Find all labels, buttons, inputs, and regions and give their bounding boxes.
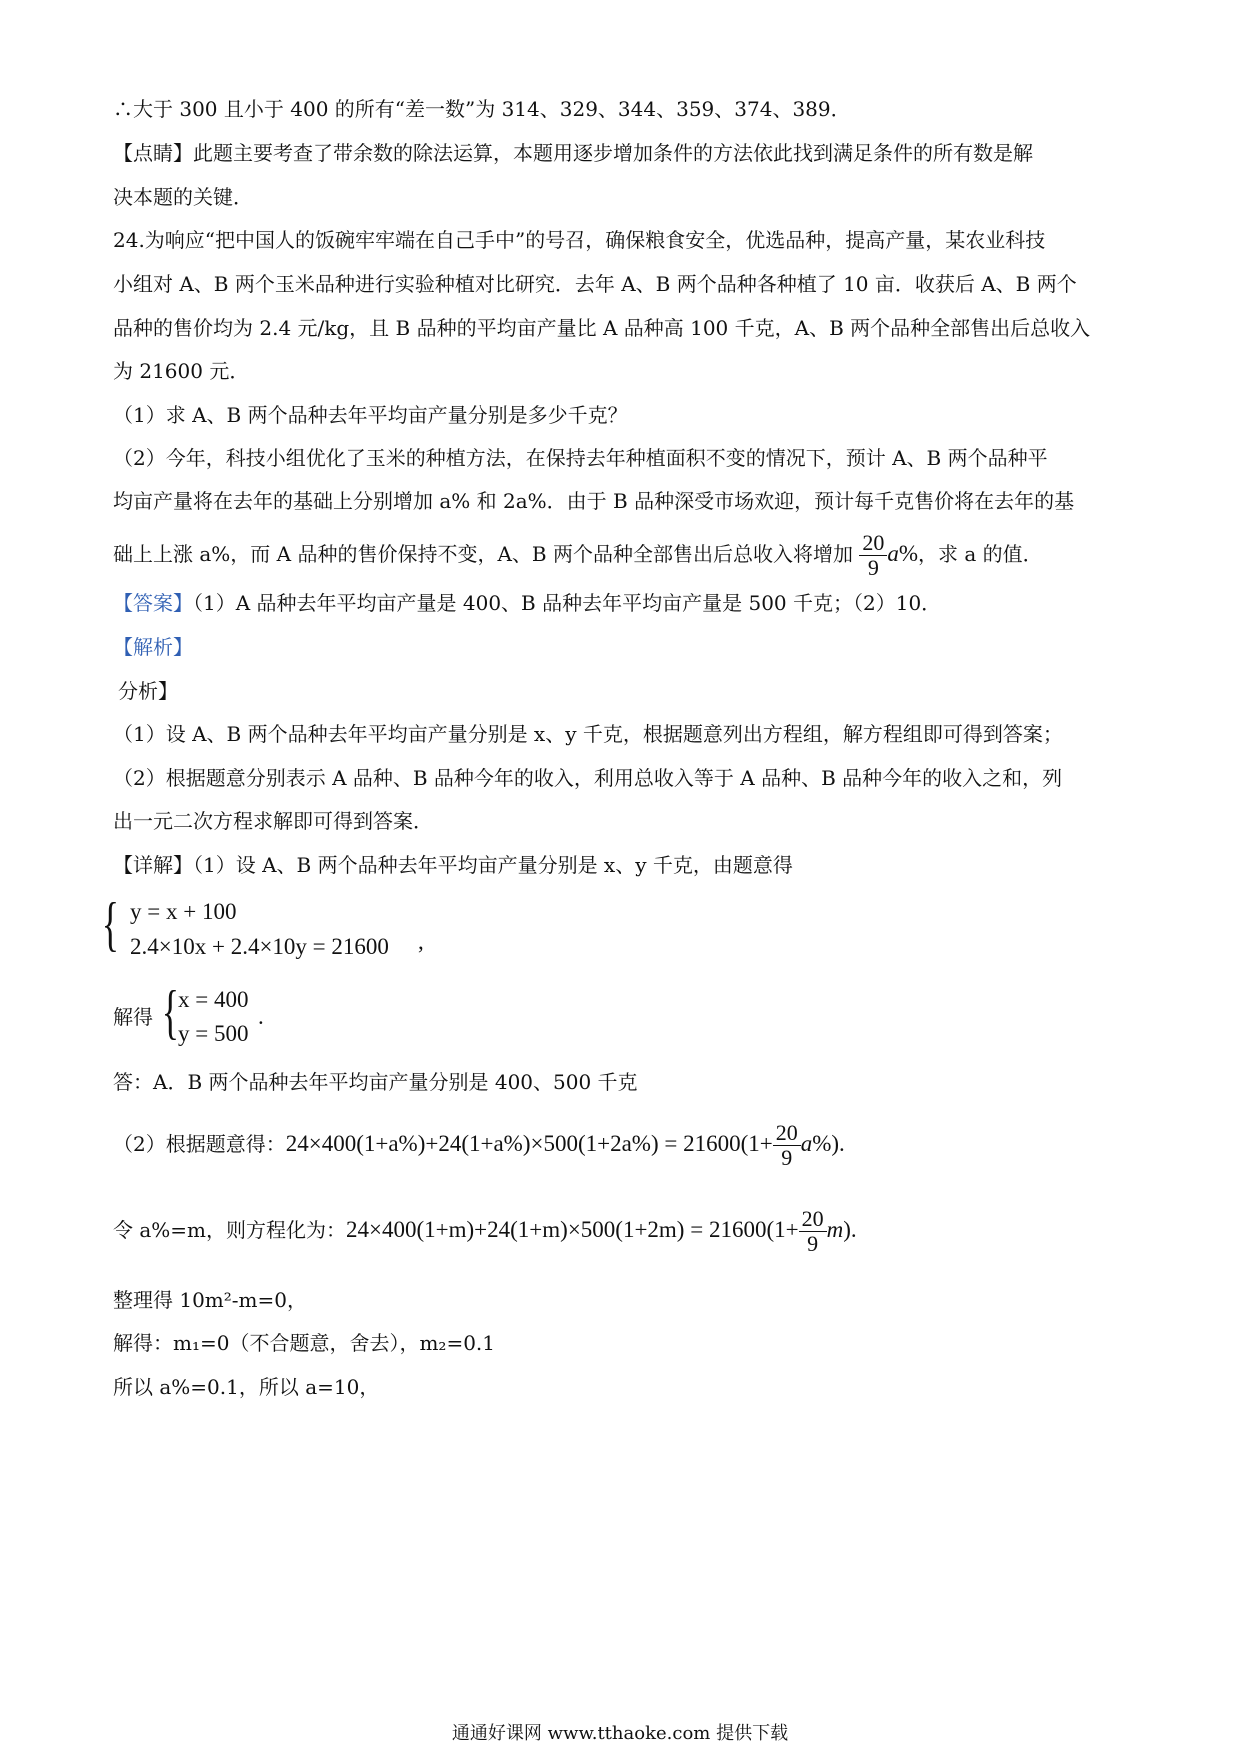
- solution-line: [113, 851, 793, 879]
- fraction-numerator: 20: [859, 531, 887, 556]
- analysis-header: 分析】: [118, 679, 178, 703]
- text-line: 决本题的关键．: [113, 185, 253, 209]
- text-line: ∴大于 300 且小于 400 的所有“差一数”为 314、329、344、359、374、389．: [113, 97, 851, 121]
- solution-text: （1）设 A、B 两个品种去年平均亩产量分别是 x、y 千克，由题意得: [193, 853, 793, 877]
- text-line: 所以 a%=0.1，所以 a=10，: [113, 1375, 380, 1399]
- equation-label: （2）根据题意得：: [113, 1132, 286, 1156]
- equation: x = 400: [178, 987, 249, 1012]
- equation: 24×400(1+a%)+24(1+a%)×500(1+2a%) = 21600(1+: [285, 1131, 773, 1156]
- fraction-denominator: 9: [781, 1145, 793, 1170]
- fraction: [799, 1207, 827, 1256]
- solve-label: 解得: [113, 1005, 153, 1029]
- answer-label: 【答案】: [113, 591, 193, 615]
- comment-line: [113, 139, 1033, 167]
- comma: ,: [418, 929, 424, 954]
- fraction: [859, 531, 887, 580]
- answer-line: [113, 589, 941, 617]
- left-brace: {: [161, 979, 180, 1045]
- page-footer: 通通好课网 www.tthaoke.com 提供下载: [451, 1723, 789, 1744]
- question-line: 24.为响应“把中国人的饭碗牢牢端在自己手中”的号召，确保粮食安全，优选品种，提高产量，某农业科技: [113, 228, 1046, 252]
- fraction-numerator: 20: [799, 1207, 827, 1232]
- comment-label: 【点睛】: [113, 141, 193, 165]
- equation: 2.4×10x + 2.4×10y = 21600: [130, 934, 389, 959]
- equation: y = 500: [178, 1021, 249, 1046]
- equation-label: 令 a%=m，则方程化为：: [113, 1218, 347, 1242]
- equation-line: （2）根据题意得：24×400(1+a%)+24(1+a%)×500(1+2a%) = 21600(1+ $\frac{20}{9}$ a%).: [113, 1120, 845, 1170]
- text-line: 整理得 10m²-m=0，: [113, 1288, 307, 1312]
- equation: y = x + 100: [130, 899, 237, 924]
- analysis-line: （1）设 A、B 两个品种去年平均亩产量分别是 x、y 千克，根据题意列出方程组，解方程组即可得到答案；: [113, 722, 1063, 746]
- left-brace: {: [101, 891, 120, 957]
- analysis-line: （2）根据题意分别表示 A 品种、B 品种今年的收入，利用总收入等于 A 品种、B 品种今年的收入之和，列: [113, 766, 1063, 790]
- question-line: 品种的售价均为 2.4 元/kg，且 B 品种的平均亩产量比 A 品种高 100 千克，A、B 两个品种全部售出后总收入: [113, 316, 1091, 340]
- question-line: 础上上涨 a%，而 A 品种的售价保持不变，A、B 两个品种全部售出后总收入将增加 $\frac{20}{9}$ a%，求 a 的值．: [113, 530, 1043, 580]
- period: .: [258, 1004, 264, 1029]
- sub-question-2: （2）今年，科技小组优化了玉米的种植方法，在保持去年种植面积不变的情况下，预计 A、B 两个品种平: [113, 446, 1048, 470]
- sub-question-1: （1）求 A、B 两个品种去年平均亩产量分别是多少千克？: [113, 403, 628, 427]
- analysis-label: 【解析】: [113, 635, 193, 659]
- analysis-line: 出一元二次方程求解即可得到答案．: [113, 809, 433, 833]
- question-line: 均亩产量将在去年的基础上分别增加 a% 和 2a%．由于 B 品种深受市场欢迎，预计每千克售价将在去年的基: [113, 489, 1075, 513]
- solution-label: 【详解】: [113, 853, 193, 877]
- question-line: 小组对 A、B 两个玉米品种进行实验种植对比研究．去年 A、B 两个品种各种植了 10 亩．收获后 A、B 两个: [113, 272, 1077, 296]
- equation-line: 令 a%=m，则方程化为：24×400(1+m)+24(1+m)×500(1+2m) = 21600(1+ $\frac{20}{9}$ m).: [113, 1206, 857, 1256]
- answer-text: （1）A 品种去年平均亩产量是 400、B 品种去年平均亩产量是 500 千克；（2）10．: [193, 591, 942, 615]
- fraction-denominator: 9: [807, 1231, 819, 1256]
- question-text: ，求 a 的值．: [917, 542, 1043, 566]
- fraction-numerator: 20: [773, 1121, 801, 1146]
- comment-text: 此题主要考查了带余数的除法运算，本题用逐步增加条件的方法依此找到满足条件的所有数是解: [193, 141, 1033, 165]
- fraction-denominator: 9: [867, 555, 879, 580]
- text-line: 解得：m₁=0（不合题意，舍去），m₂=0.1: [113, 1331, 496, 1355]
- text-line: 答：A．B 两个品种去年平均亩产量分别是 400、500 千克: [113, 1070, 638, 1094]
- fraction: [773, 1121, 801, 1170]
- question-line: 为 21600 元．: [113, 359, 250, 383]
- question-text: 础上上涨 a%，而 A 品种的售价保持不变，A、B 两个品种全部售出后总收入将增加: [113, 542, 853, 566]
- equation: 24×400(1+m)+24(1+m)×500(1+2m) = 21600(1+: [346, 1217, 799, 1242]
